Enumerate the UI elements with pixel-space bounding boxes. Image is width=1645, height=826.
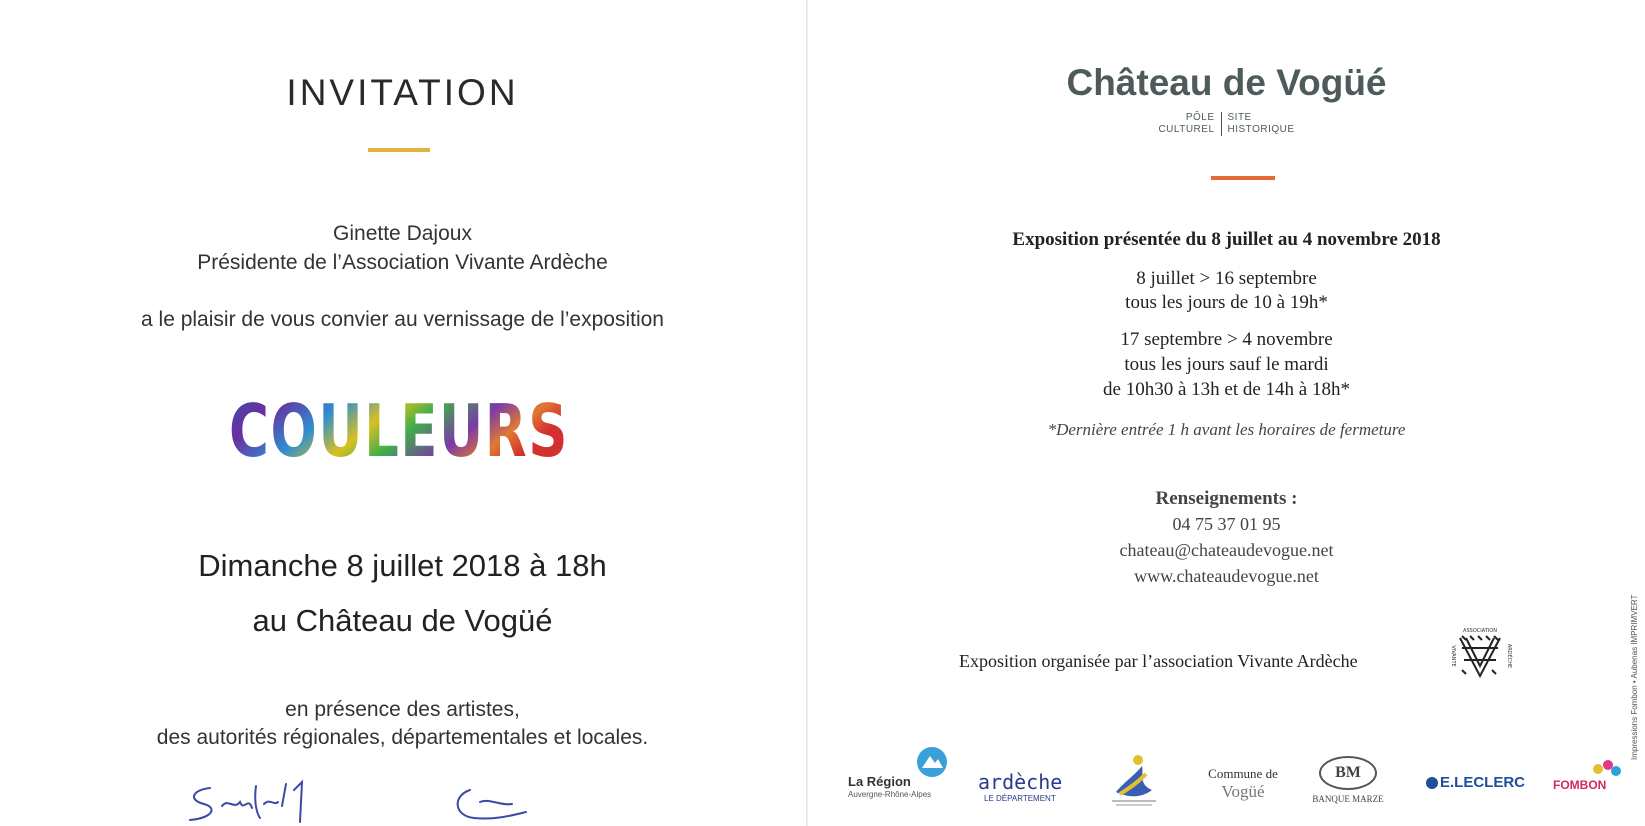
- website-url: www.chateaudevogue.net: [1134, 566, 1319, 586]
- brand-sub-culturel: CULTUREL: [1158, 124, 1215, 135]
- vernissage-date: Dimanche 8 juillet 2018 à 18h: [198, 548, 607, 583]
- brand-sub-pole: PÔLE: [1185, 112, 1215, 123]
- fombon-dot-yellow-icon: [1593, 764, 1603, 774]
- chateau-brand-subtitle: [808, 112, 1645, 136]
- region-mountain-icon: [916, 746, 948, 778]
- brand-sub-historique: HISTORIQUE: [1227, 124, 1295, 135]
- svg-text:ASSOCIATION: ASSOCIATION: [1463, 628, 1497, 634]
- sponsor-departement-figure-logo: [1108, 752, 1160, 808]
- invitation-right-panel: Château de Vogüé PÔLE CULTUREL SITE HISTORIQUE Exposition présentée du 8 juillet au 4 novembre 2018 8 juillet > 16 septembre tous les jours de 10 à 19h* 17 septembre > 4 novembre tous les jours sauf le mardi de 10h30 à 13h et de 14h à 18h* *Dernière entrée 1 h avant les horaires de fermeture Renseignements : 04 75 37 01 95 chateau@chateaudevogue.net www.chateaudevogue.net Exposition organisée par l’association Vivante Ardèche ASSOCIATION VIVANTE ARDÈCHE La Région Auvergne-Rhône-Alpes ardèche LE DÉPARTEMENT Commune de Vogüé BM BANQUE MARZE E.LECLERC FOMBON Impressions Fombon • Aubenas IMPRIMVERT: [808, 0, 1645, 826]
- presence-line-2: des autorités régionales, départementales et locales.: [156, 726, 649, 749]
- exhibition-name: COULEURS: [229, 389, 569, 473]
- fombon-dot-blue-icon: [1611, 766, 1621, 776]
- host-name: Ginette Dajoux: [333, 222, 472, 245]
- host-role: Présidente de l’Association Vivante Ardèche: [197, 251, 608, 274]
- period1-range: 8 juillet > 16 septembre: [1136, 268, 1317, 289]
- period2-hours: de 10h30 à 13h et de 14h à 18h*: [1103, 379, 1350, 400]
- printer-credit: Impressions Fombon • Aubenas IMPRIMVERT: [1630, 594, 1639, 760]
- invitation-left-panel: [0, 0, 805, 826]
- email-address: chateau@chateaudevogue.net: [1119, 540, 1334, 560]
- brand-divider: [1211, 176, 1275, 180]
- invite-text: a le plaisir de vous convier au vernissage de l’exposition: [141, 308, 664, 331]
- title-divider: [368, 148, 430, 152]
- svg-text:ARDÈCHE: ARDÈCHE: [1506, 643, 1512, 669]
- svg-text:VIVANTE: VIVANTE: [1450, 645, 1456, 667]
- brand-sub-site: SITE: [1227, 112, 1252, 123]
- last-entry-note: *Dernière entrée 1 h avant les horaires de fermeture: [1047, 420, 1406, 439]
- period2-days: tous les jours sauf le mardi: [1124, 354, 1329, 375]
- association-logo: [1448, 626, 1512, 682]
- chateau-brand: Château de Vogüé: [1066, 62, 1387, 103]
- info-title: Renseignements :: [1155, 488, 1298, 509]
- couleurs-logo: [224, 389, 574, 473]
- exhibition-dates: Exposition présentée du 8 juillet au 4 novembre 2018: [1012, 229, 1441, 250]
- handwritten-signature-1: [182, 776, 342, 826]
- vernissage-place: au Château de Vogüé: [252, 603, 553, 638]
- period1-hours: tous les jours de 10 à 19h*: [1125, 292, 1328, 313]
- phone-number: 04 75 37 01 95: [1172, 514, 1281, 534]
- organizer-line: Exposition organisée par l’association Vivante Ardèche: [959, 651, 1358, 671]
- presence-line-1: en présence des artistes,: [285, 698, 520, 721]
- leclerc-circle-icon: [1426, 777, 1438, 789]
- sponsor-commune-logo: Commune de Vogüé: [1208, 766, 1278, 801]
- invitation-title: INVITATION: [286, 72, 519, 113]
- handwritten-signature-2: [450, 776, 530, 826]
- period2-range: 17 septembre > 4 novembre: [1120, 329, 1333, 350]
- sponsor-bank-logo: BM BANQUE MARZE: [1308, 752, 1388, 804]
